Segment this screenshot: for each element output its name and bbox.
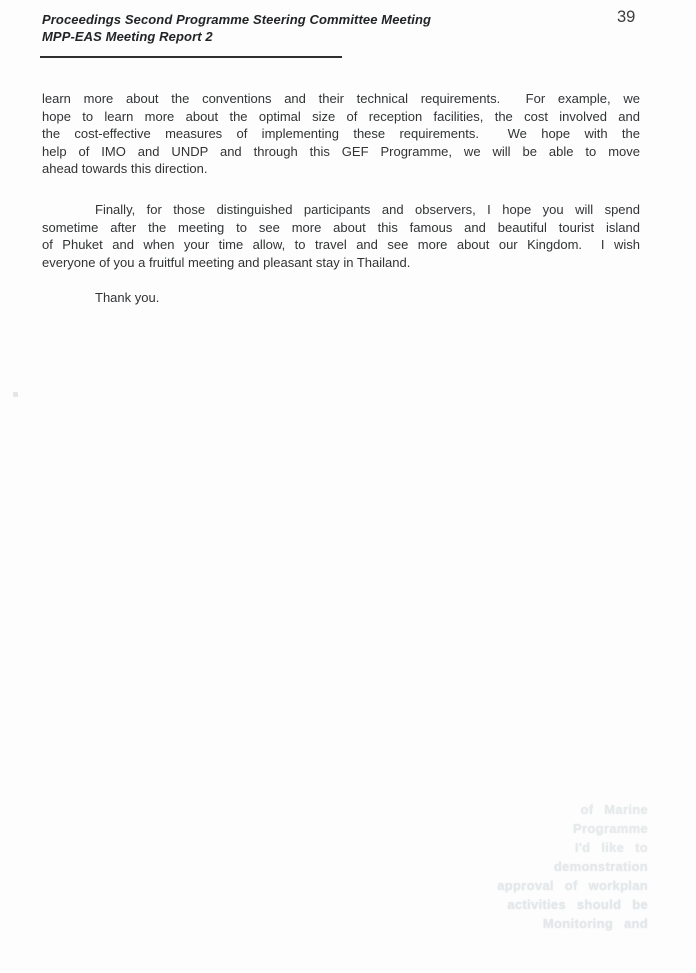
paragraph-2-line: of Phuket and when your time allow, to travel and see more about our Kingdom. I wish bbox=[42, 237, 640, 252]
paragraph-1-line: hope to learn more about the optimal size of reception facilities, the cost involved and bbox=[42, 108, 640, 124]
header-title-line1: Proceedings Second Programme Steering Committee Meeting bbox=[42, 12, 432, 27]
header-title-line2: MPP-EAS Meeting Report 2 bbox=[42, 29, 213, 44]
scan-speckle-artifact bbox=[13, 392, 18, 397]
showthrough-line: demonstration bbox=[553, 859, 648, 874]
paragraph-1-line: the cost-effective measures of implementing these requirements. We hope with the bbox=[42, 126, 640, 141]
showthrough-line: activities should be bbox=[507, 897, 648, 912]
running-header bbox=[42, 11, 431, 45]
showthrough-line: approval of workplan bbox=[497, 878, 648, 893]
paragraph-1-line: help of IMO and UNDP and through this GEF Programme, we will be able to move bbox=[42, 143, 640, 159]
paragraph-2-line: sometime after the meeting to see more about this famous and beautiful tourist island bbox=[42, 219, 640, 235]
closing-text: Thank you. bbox=[95, 290, 160, 305]
showthrough-line: of Marine bbox=[580, 802, 648, 817]
paragraph-2-line: Finally, for those distinguished participants and observers, I hope you will spend bbox=[95, 202, 640, 217]
showthrough-line: Monitoring and bbox=[542, 916, 648, 931]
paragraph-1-line: learn more about the conventions and their technical requirements. For example, we bbox=[42, 91, 640, 106]
paragraph-1-line: ahead towards this direction. bbox=[42, 161, 208, 176]
paragraph-2-line: everyone of you a fruitful meeting and pleasant stay in Thailand. bbox=[42, 254, 411, 270]
showthrough-text-block bbox=[218, 800, 648, 933]
showthrough-line: I'd like to bbox=[574, 840, 648, 855]
header-rule bbox=[40, 56, 342, 58]
paragraph-1 bbox=[42, 90, 640, 178]
paragraph-2 bbox=[42, 201, 640, 271]
showthrough-line: Programme bbox=[573, 821, 648, 836]
page-number: 39 bbox=[617, 8, 636, 26]
